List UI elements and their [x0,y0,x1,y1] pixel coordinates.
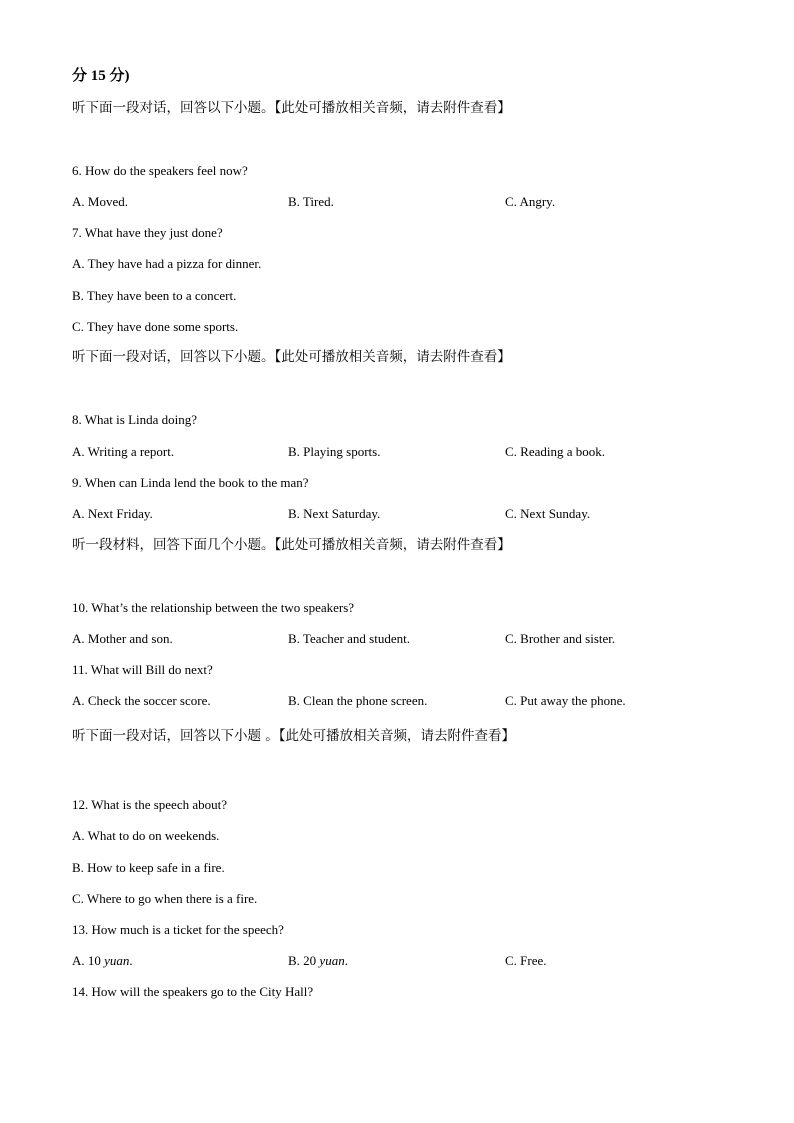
q9-option-b: B. Next Saturday. [288,506,381,521]
section-instruction: 听下面一段对话，回答以下小题 。【此处可播放相关音频，请去附件查看】 [72,728,516,744]
question-11: 11. What will Bill do next? [72,662,213,677]
section-instruction: 听下面一段对话，回答以下小题。【此处可播放相关音频，请去附件查看】 [72,349,511,365]
q13-option-b [288,953,348,969]
currency-unit: yuan [319,953,345,968]
question-14: 14. How will the speakers go to the City Hall? [72,984,314,999]
q8-option-b: B. Playing sports. [288,444,381,459]
q13-option-c: C. Free. [505,953,547,968]
question-6: 6. How do the speakers feel now? [72,163,248,178]
q7-option-b: B. They have been to a concert. [72,288,237,303]
q13-option-b-value: B. 20 [288,953,320,968]
currency-unit: yuan [104,953,130,968]
q8-option-a: A. Writing a report. [72,444,175,459]
q7-option-a: A. They have had a pizza for dinner. [72,256,262,271]
q13-option-a [72,953,133,969]
q12-option-a: A. What to do on weekends. [72,828,220,843]
q6-option-a: A. Moved. [72,194,128,209]
question-13: 13. How much is a ticket for the speech? [72,922,284,937]
q11-option-a: A. Check the soccer score. [72,693,211,708]
q8-option-c: C. Reading a book. [505,444,606,459]
q11-option-b: B. Clean the phone screen. [288,693,428,708]
question-7: 7. What have they just done? [72,225,223,240]
question-9: 9. When can Linda lend the book to the man? [72,475,309,490]
q9-option-a: A. Next Friday. [72,506,153,521]
q10-option-b: B. Teacher and student. [288,631,410,646]
q7-option-c: C. They have done some sports. [72,319,239,334]
q10-option-a: A. Mother and son. [72,631,173,646]
q10-option-c: C. Brother and sister. [505,631,616,646]
q6-option-c: C. Angry. [505,194,556,209]
q6-option-b: B. Tired. [288,194,334,209]
period: . [344,953,348,968]
q9-option-c: C. Next Sunday. [505,506,591,521]
question-12: 12. What is the speech about? [72,797,227,812]
q12-option-b: B. How to keep safe in a fire. [72,860,225,875]
section-instruction: 听一段材料，回答下面几个小题。【此处可播放相关音频，请去附件查看】 [72,537,511,553]
question-10: 10. What’s the relationship between the two speakers? [72,600,355,615]
q11-option-c: C. Put away the phone. [505,693,626,708]
q12-option-c: C. Where to go when there is a fire. [72,891,258,906]
question-8: 8. What is Linda doing? [72,412,198,427]
q13-option-a-value: A. 10 [72,953,105,968]
period: . [129,953,133,968]
section-instruction: 听下面一段对话，回答以下小题。【此处可播放相关音频，请去附件查看】 [72,100,511,116]
section-score-heading: 分 15 分) [72,68,130,84]
